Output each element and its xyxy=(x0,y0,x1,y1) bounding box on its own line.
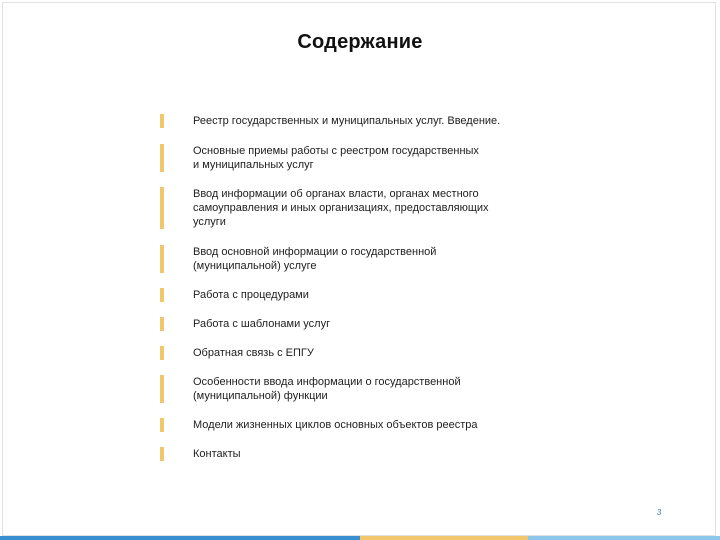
page-title: Содержание xyxy=(297,31,423,53)
toc-item-7[interactable] xyxy=(160,346,560,360)
toc-item-label: Контакты xyxy=(193,448,241,460)
toc-item-marker xyxy=(160,114,164,128)
toc-item-marker xyxy=(160,288,164,302)
toc-item-marker xyxy=(160,447,164,461)
toc-item-label: Ввод основной информации о государственной (муниципальной) услуге xyxy=(193,246,437,272)
toc-item-marker xyxy=(160,144,164,172)
toc-item-marker xyxy=(160,187,164,229)
toc-item-label: Работа с процедурами xyxy=(193,289,309,301)
toc-item-6[interactable] xyxy=(160,317,560,331)
toc-item-1[interactable] xyxy=(160,114,560,128)
toc-item-label: Реестр государственных и муниципальных услуг. Введение. xyxy=(193,115,501,127)
toc-item-marker xyxy=(160,346,164,360)
strip-segment-blue xyxy=(0,536,360,540)
toc-item-10[interactable] xyxy=(160,447,560,461)
toc-item-label: Модели жизненных циклов основных объектов реестра xyxy=(193,419,478,431)
page-number: 3 xyxy=(656,508,662,517)
strip-segment-light-blue xyxy=(528,536,720,540)
toc-item-8[interactable] xyxy=(160,375,560,403)
toc-item-marker xyxy=(160,317,164,331)
toc-item-label: Работа с шаблонами услуг xyxy=(193,318,331,330)
toc-item-label: Ввод информации об органах власти, органах местного самоуправления и иных организациях, предоставляющих услуги xyxy=(193,188,489,228)
toc-item-marker xyxy=(160,418,164,432)
toc-item-3[interactable] xyxy=(160,187,560,229)
bottom-color-strip xyxy=(0,536,720,540)
toc-item-marker xyxy=(160,375,164,403)
strip-segment-yellow xyxy=(360,536,528,540)
toc-item-label: Основные приемы работы с реестром государственных и муниципальных услуг xyxy=(193,145,479,171)
toc-item-marker xyxy=(160,245,164,273)
toc-item-label: Обратная связь с ЕПГУ xyxy=(193,347,314,359)
toc-item-2[interactable] xyxy=(160,144,560,172)
toc-item-4[interactable] xyxy=(160,245,560,273)
toc-item-9[interactable] xyxy=(160,418,560,432)
toc-item-5[interactable] xyxy=(160,288,560,302)
toc-item-label: Особенности ввода информации о государственной (муниципальной) функции xyxy=(193,376,461,402)
